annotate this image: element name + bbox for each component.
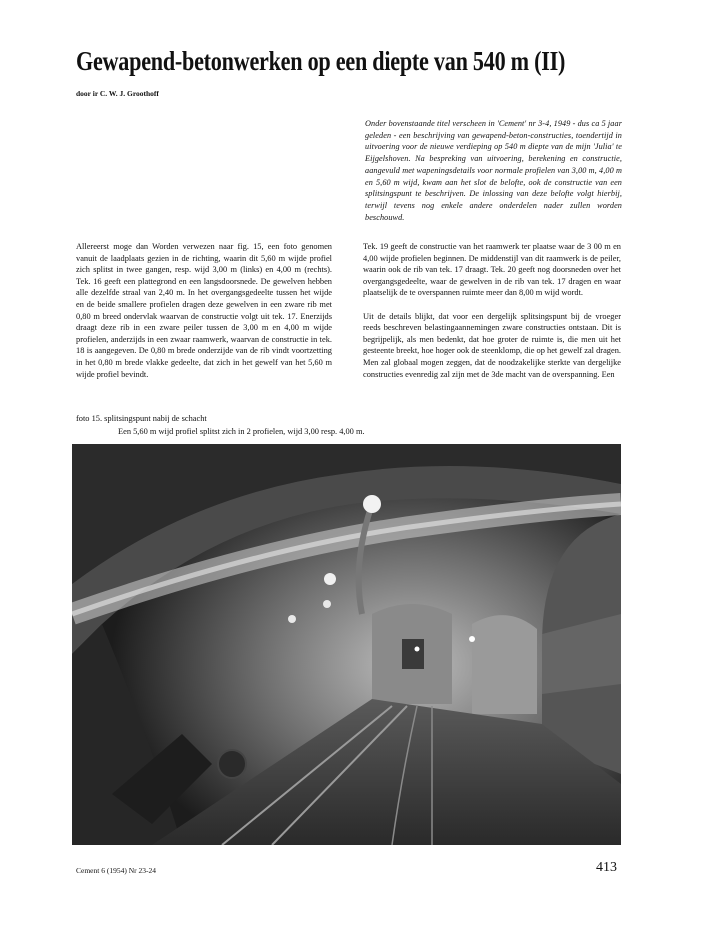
- tunnel-photo-illustration: [72, 444, 621, 845]
- left-column-text: Allereerst moge dan Worden verwezen naar fig. 15, een foto genomen vanuit de laadplaats gezien in de richting, waarin dit 5,60 m wijde profiel zich splitst in twee gangen, resp. wijd 3,00 m (links) en 4,00 m (rechts). Tek. 16 geeft een plattegrond en een langsdoorsnede. De gewelven hebben alle dezelfde straal van 2,40 m. In het overgangsgedeelte tussen het wijde en de beide smallere profielen dragen deze gewelven in een zware rib met 0,80 m breed ondervlak waarvan de constructie volgt uit tek. 17. Enerzijds draagt deze rib in een zware peiler tussen de 3,00 m en 4,00 m wijde profielen, anderzijds in een zwaar raamwerk, waarvan de constructie in tek. 18 is aangegeven. De 0,80 m brede onderzijde van de rib vindt voortzetting in het 0,80 m brede vlakke gedeelte, dat zich in het gewelf van het 5,60 m wijde profiel bevindt.: [76, 242, 332, 379]
- mine-tunnel-photo: [72, 444, 621, 845]
- right-column-paragraph-2: Uit de details blijkt, dat voor een dergelijk splitsingspunt bij de vroeger reeds beschreven belastingaannemingen zware constructies ontstaan. Dit is begrijpelijk, als men bedenkt, dat hoe groter de ruimte is, die men uit het gesteente breekt, hoe hoger ook de steenklomp, die op het gewelf zal dragen. Men zal globaal mogen zeggen, dat de noodzakelijke sterkte van dergelijke constructies evenredig zal zijn met de 3de macht van de overspanning. Een: [363, 311, 621, 379]
- article-title: Gewapend-betonwerken op een diepte van 540 m (II): [76, 46, 566, 76]
- article-byline: door ir C. W. J. Groothoff: [76, 89, 159, 98]
- article-intro: Onder bovenstaande titel verscheen in 'Cement' nr 3-4, 1949 - dus ca 5 jaar geleden - een beschrijving van gewapend-beton-constructies, toendertijd in uitvoering voor de nieuwe verdieping op 540 m diepte van de mijn 'Julia' te Eijgelshoven. Na bespreking van uitvoering, berekening en constructie, aangevuld met wapeningsdetails voor normale profielen van 3,00 m, 4,00 m en 5,60 m wijd, kwam aan het slot de belofte, ook de constructie van een splitsingspunt te beschrijven. De inlossing van deze belofte volgt hierbij, terwijl tevens nog enkele andere onderdelen nader zullen worden beschouwd.: [365, 119, 622, 222]
- right-column: [363, 241, 621, 380]
- figure-caption-text: Een 5,60 m wijd profiel splitst zich in 2 profielen, wijd 3,00 resp. 4,00 m.: [118, 427, 365, 436]
- right-column-paragraph-1: Tek. 19 geeft de constructie van het raamwerk ter plaatse waar de 3 00 m en 4,00 wijde profielen beginnen. De middenstijl van dit raamwerk is de peiler, waarin ook de rib van tek. 17 draagt. Tek. 20 geeft nog doorsneden over het overgangsgedeelte, waar de gewelven in de rib van tek. 17 dragen en waar plaatselijk de te overspannen ruimte meer dan 8,00 m wijd wordt.: [363, 242, 621, 298]
- page-number: 413: [596, 860, 617, 875]
- footer-journal: Cement 6 (1954) Nr 23-24: [76, 866, 156, 875]
- left-column: [76, 241, 332, 380]
- figure-caption-title: foto 15. splitsingspunt nabij de schacht: [76, 414, 207, 423]
